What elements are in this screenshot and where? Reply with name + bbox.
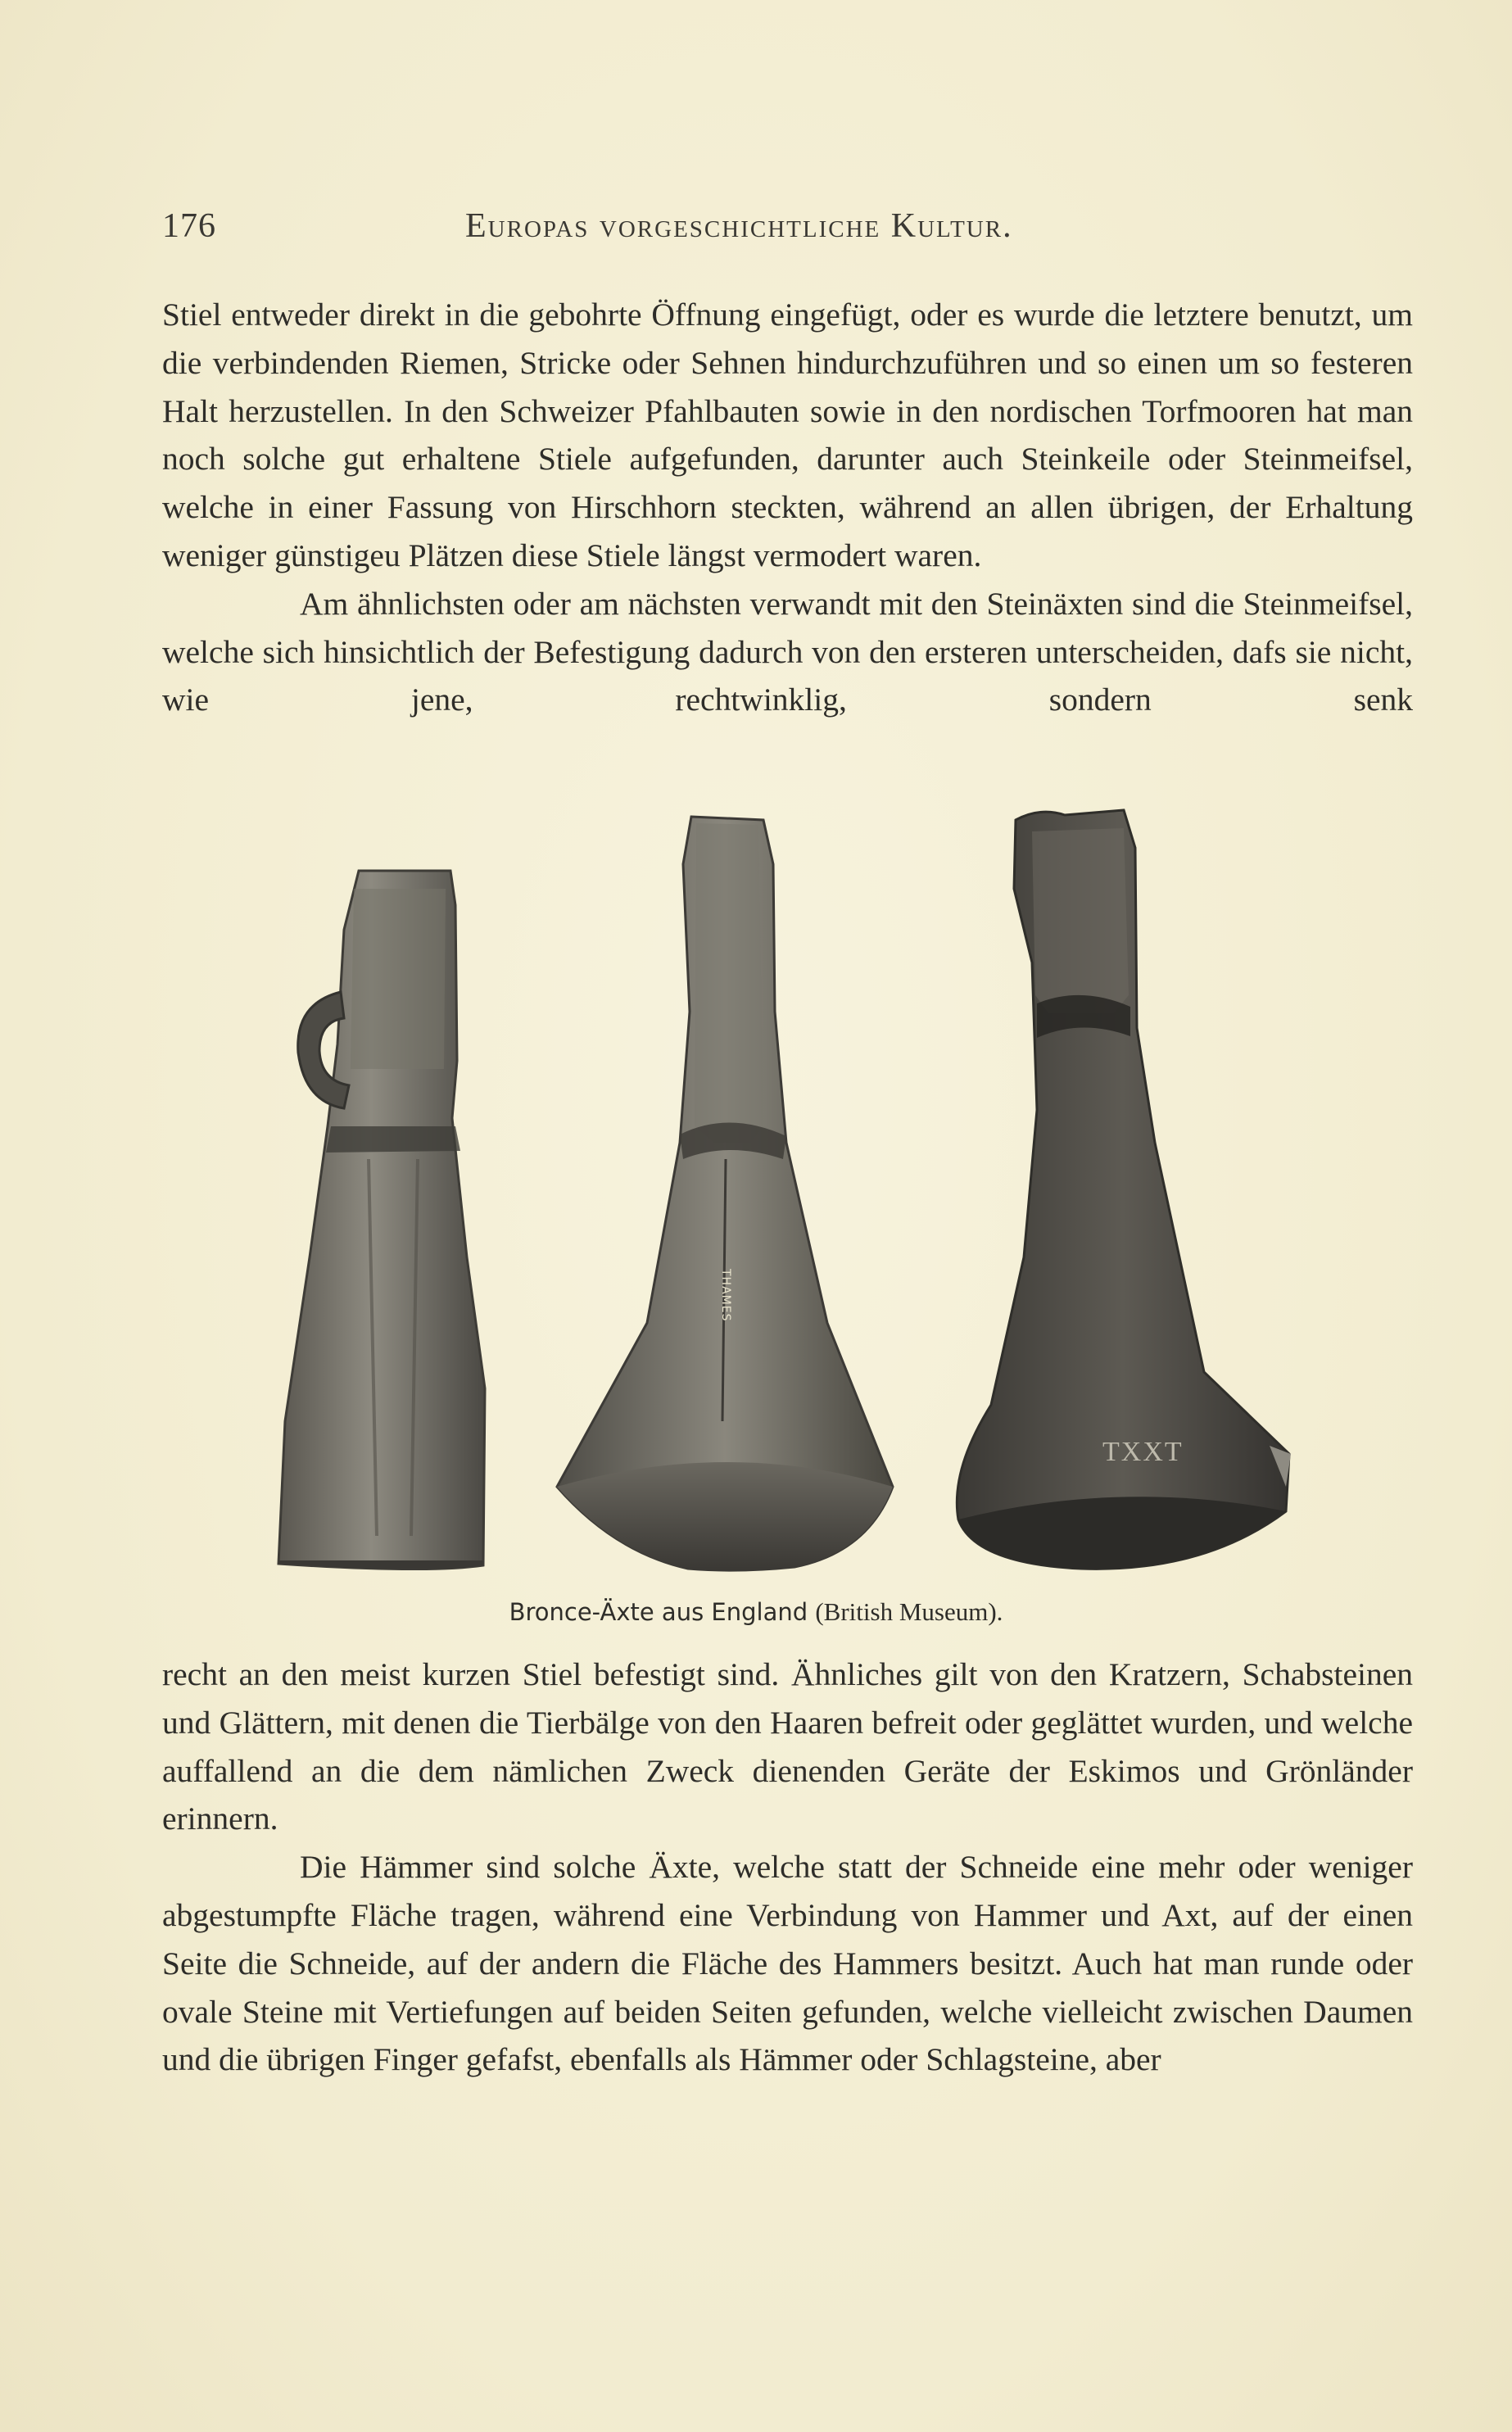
paragraph: Am ähnlichsten oder am nächsten verwandt mit den Steinäxten sind die Steinmeifsel, welche sich hinsichtlich der Befestigung dadurch von den ersteren unterscheiden, dafs sie nicht, wie jene, rechtwinklig, sondern senk bbox=[162, 585, 1413, 718]
page-number: 176 bbox=[162, 207, 216, 245]
axe-inscription-middle: THAMES bbox=[719, 1269, 732, 1322]
axe-left bbox=[278, 871, 485, 1569]
caption-main: Bronce-Äxte aus England bbox=[509, 1598, 808, 1626]
axe-middle bbox=[557, 817, 893, 1570]
axe-inscription-right: TXXT bbox=[1102, 1437, 1184, 1467]
running-header bbox=[162, 206, 1411, 256]
caption-source: (British Museum). bbox=[815, 1597, 1003, 1626]
figure-caption bbox=[0, 1597, 1512, 1627]
text-block-bottom bbox=[162, 1651, 1413, 2084]
bronze-axes-illustration bbox=[262, 799, 1319, 1585]
running-title: Europas vorgeschichtliche Kultur. bbox=[465, 207, 1013, 245]
paragraph: Die Hämmer sind solche Äxte, welche statt der Schneide eine mehr oder weniger abgestumpfte Fläche tragen, während eine Verbindung von Hammer und Axt, auf der einen Seite die Schneide, auf der andern die Fläche des Hammers besitzt. Auch hat man runde oder ovale Steine mit Vertiefungen auf beiden Seiten gefunden, welche vielleicht zwischen Daumen und die übrigen Finger gefafst, ebenfalls als Hämmer oder Schlagsteine, aber bbox=[162, 1849, 1413, 2078]
figure-bronze-axes bbox=[262, 799, 1319, 1585]
paragraph: Stiel entweder direkt in die gebohrte Öffnung eingefügt, oder es wurde die letztere benutzt, um die verbindenden Riemen, Stricke oder Sehnen hindurchzuführen und so einen um so festeren Halt herzustellen. In den Schweizer Pfahlbauten sowie in den nordischen Torfmooren hat man noch solche gut erhaltene Stiele aufgefunden, darunter auch Steinkeile oder Steinmeifsel, welche in einer Fassung von Hirschhorn steckten, während an allen übrigen, der Erhaltung weniger günstigeu Plätzen diese Stiele längst vermodert waren. bbox=[162, 297, 1413, 573]
axe-right bbox=[957, 810, 1291, 1569]
paragraph: recht an den meist kurzen Stiel befestigt sind. Ähnliches gilt von den Kratzern, Schabsteinen und Glättern, mit denen die Tierbälge von den Haaren befreit oder geglättet wurden, und welche auffallend an die dem nämlichen Zweck dienenden Geräte der Eskimos und Grönländer erinnern. bbox=[162, 1656, 1413, 1837]
text-block-top bbox=[162, 291, 1413, 724]
